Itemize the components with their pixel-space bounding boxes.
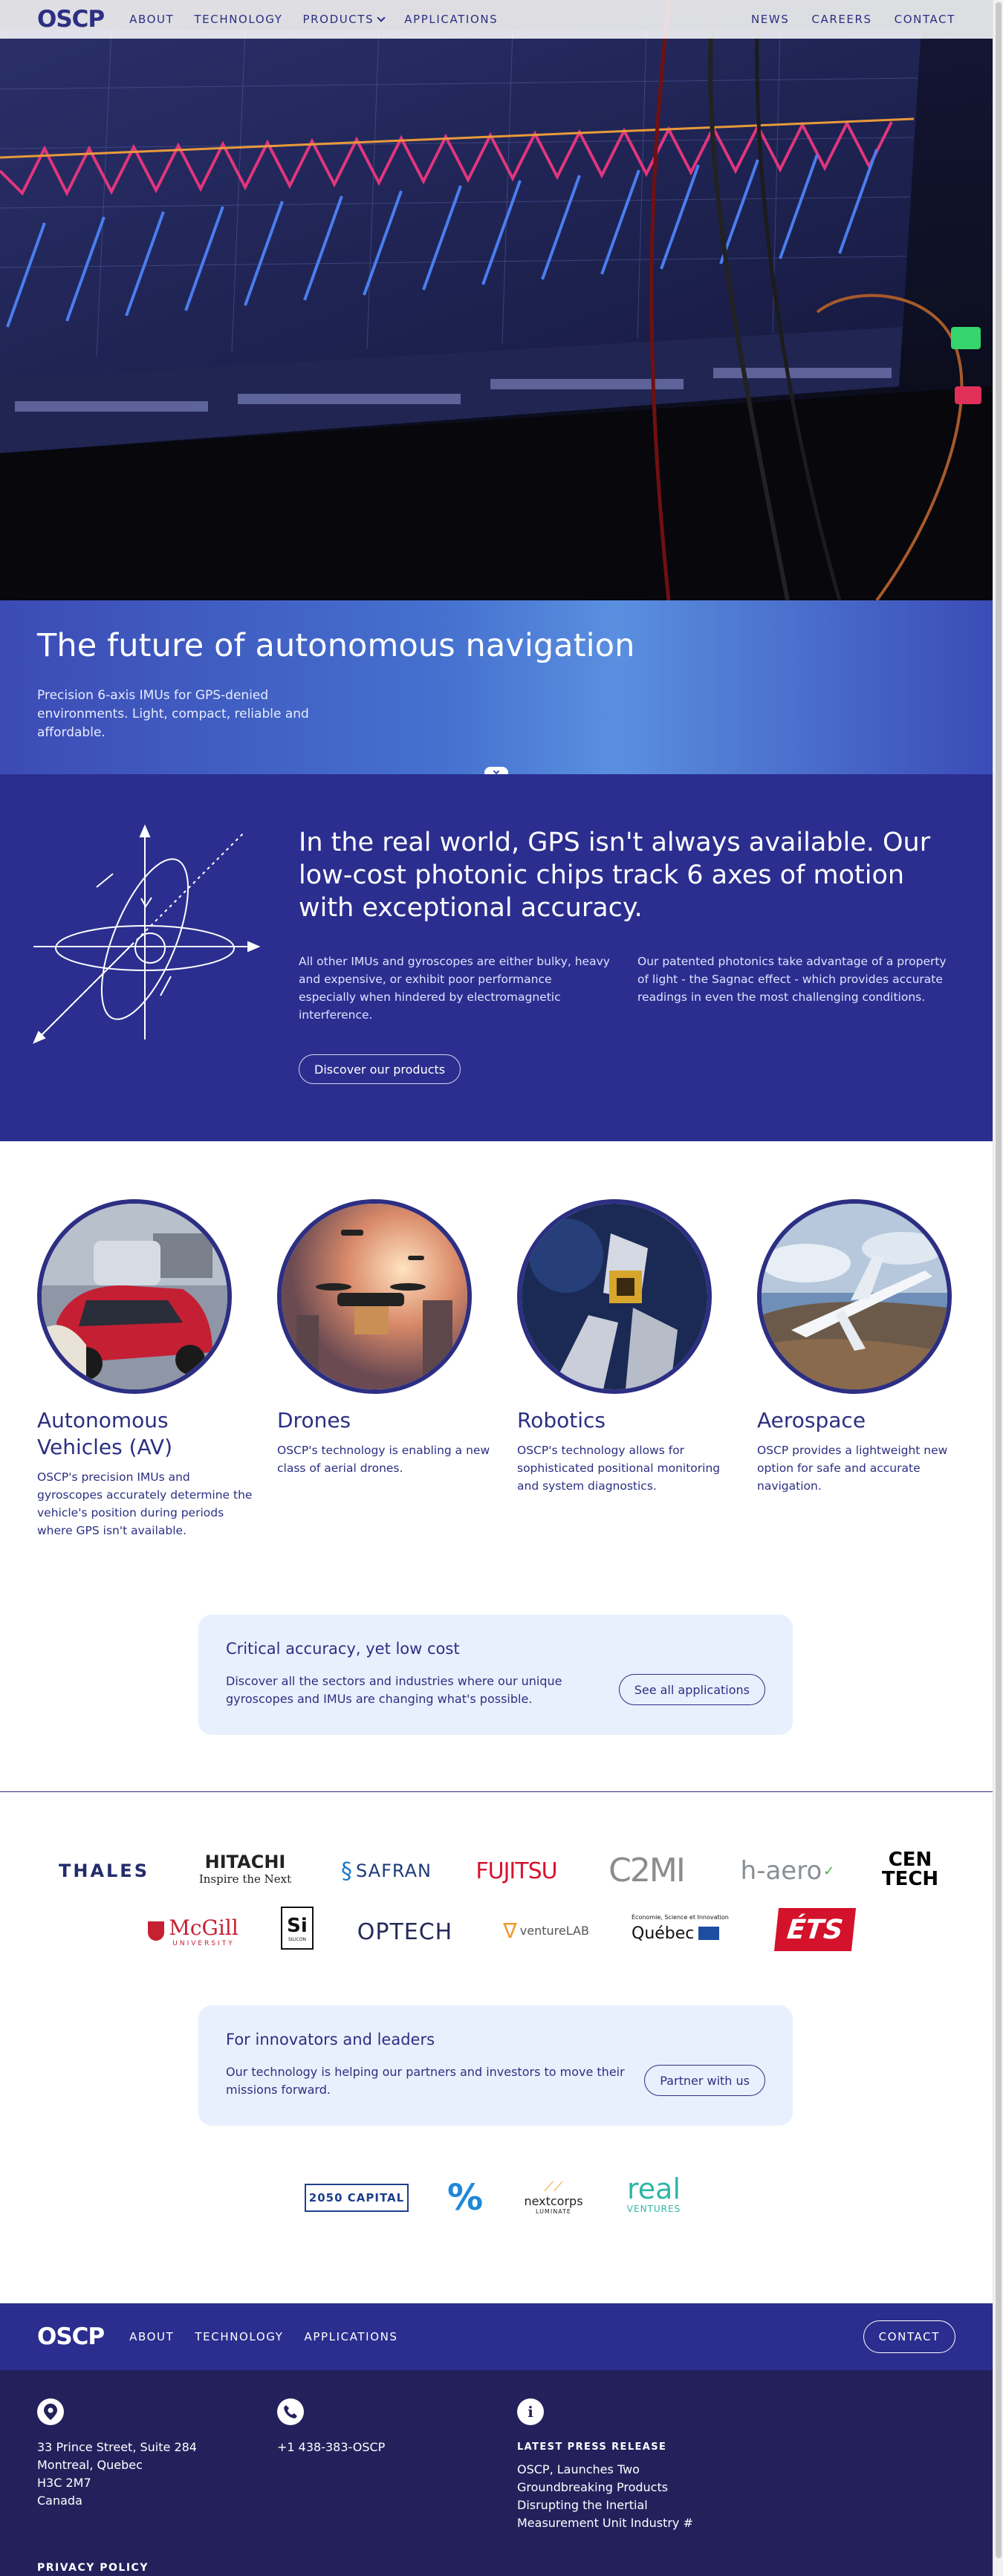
application-text: OSCP provides a lightweight new option for safe and accurate navigation. bbox=[757, 1444, 948, 1493]
h-aero-name: h-aero bbox=[740, 1856, 822, 1886]
quebec-ministry: Économie, Science et Innovation bbox=[632, 1913, 729, 1921]
hitachi-name: HITACHI bbox=[204, 1852, 286, 1872]
top-navigation bbox=[0, 0, 993, 39]
silicon-sub: SILICON bbox=[288, 1936, 307, 1942]
intro-text-right: Our patented photonics take advantage of a property of light - the Sagnac effect - which provides accurate readings in even the most challenging conditions. bbox=[637, 955, 947, 1004]
safran-mark-icon: § bbox=[341, 1858, 353, 1884]
partner-with-us-button[interactable]: Partner with us bbox=[644, 2065, 765, 2096]
nav-products-label: PRODUCTS bbox=[302, 13, 374, 26]
real-sub: VENTURES bbox=[626, 2204, 681, 2214]
see-all-applications-button[interactable]: See all applications bbox=[619, 1674, 765, 1705]
nextcorps-name: nextcorps bbox=[524, 2194, 583, 2208]
centech-line2: TECH bbox=[881, 1868, 939, 1890]
mcgill-name: McGill bbox=[169, 1915, 238, 1940]
chevron-down-icon bbox=[493, 768, 499, 774]
callout-text: Discover all the sectors and industries where our unique gyroscopes and IMUs are changing what's possible. bbox=[226, 1674, 562, 1706]
nextcorps-mark-icon: ⟋⟋ bbox=[544, 2179, 563, 2195]
footer-phone bbox=[277, 2398, 470, 2456]
vertical-scrollbar[interactable] bbox=[993, 0, 1003, 2576]
mcgill-logo bbox=[137, 1911, 249, 1951]
nextcorps-sub: LUMINATE bbox=[536, 2208, 571, 2215]
application-card[interactable] bbox=[757, 1199, 973, 1495]
aerospace-image bbox=[757, 1199, 952, 1394]
application-text: OSCP's precision IMUs and gyroscopes accurately determine the vehicle's position during periods where GPS isn't available. bbox=[37, 1470, 253, 1537]
press-link[interactable]: OSCP, Launches Two Groundbreaking Products Disrupting the Inertial Measurement Unit Industry # bbox=[517, 2462, 693, 2530]
scrollbar-thumb[interactable] bbox=[996, 2, 1002, 2558]
optech-logo: OPTECH bbox=[357, 1918, 453, 1945]
robotics-image bbox=[517, 1199, 712, 1394]
footer-nav bbox=[0, 2303, 993, 2370]
application-title: Autonomous Vehicles (AV) bbox=[37, 1408, 172, 1459]
footer-logo[interactable]: OSCP bbox=[37, 2323, 105, 2350]
2050-capital-logo: 2050 CAPITAL bbox=[305, 2184, 409, 2212]
footer-contact-button[interactable]: CONTACT bbox=[863, 2320, 955, 2353]
quebec-flag-icon bbox=[698, 1927, 719, 1940]
real-ventures-logo bbox=[613, 2171, 695, 2217]
accuracy-callout bbox=[198, 1615, 793, 1735]
venturelab-logo bbox=[490, 1915, 602, 1945]
footer-address bbox=[37, 2398, 260, 2510]
nav-contact[interactable]: CONTACT bbox=[894, 13, 955, 26]
intro-section bbox=[0, 774, 993, 1141]
safran-logo bbox=[331, 1856, 442, 1886]
application-card[interactable] bbox=[37, 1199, 253, 1540]
phone-number[interactable]: +1 438-383-OSCP bbox=[277, 2440, 386, 2454]
nextcorps-logo bbox=[520, 2176, 587, 2220]
real-name: real bbox=[626, 2173, 681, 2205]
application-text: OSCP's technology allows for sophisticated positional monitoring and system diagnostics. bbox=[517, 1444, 721, 1493]
innovators-callout bbox=[198, 2005, 793, 2126]
autonomous-vehicles-image bbox=[37, 1199, 232, 1394]
phone-icon bbox=[277, 2398, 304, 2425]
footer-link-about[interactable]: ABOUT bbox=[129, 2330, 175, 2343]
h-aero-swoosh-icon: ✓ bbox=[823, 1863, 835, 1879]
nav-careers[interactable]: CAREERS bbox=[811, 13, 872, 26]
intro-text-left: All other IMUs and gyroscopes are either bulky, heavy and expensive, or exhibit poor performance especially when hindered by electromagnetic interference. bbox=[299, 955, 610, 1022]
mcgill-subtitle: UNIVERSITY bbox=[172, 1939, 235, 1947]
callout-text: Our technology is helping our partners and investors to move their missions forward. bbox=[226, 2065, 625, 2097]
nav-about[interactable]: ABOUT bbox=[129, 13, 175, 26]
intro-heading: In the real world, GPS isn't always available. Our low-cost photonic chips track 6 axes of motion with exceptional accuracy. bbox=[299, 828, 931, 923]
application-card[interactable] bbox=[277, 1199, 493, 1477]
address-line: H3C 2M7 bbox=[37, 2476, 91, 2490]
nav-technology[interactable]: TECHNOLOGY bbox=[194, 13, 283, 26]
c2mi-logo: C2MI bbox=[608, 1851, 684, 1889]
callout-title: For innovators and leaders bbox=[226, 2031, 435, 2048]
hitachi-tagline: Inspire the Next bbox=[198, 1872, 292, 1886]
venturelab-name: ventureLAB bbox=[519, 1923, 589, 1938]
hero-subtitle: Precision 6-axis IMUs for GPS-denied environments. Light, compact, reliable and affordable. bbox=[37, 688, 309, 740]
ets-logo: ÉTS bbox=[774, 1908, 856, 1951]
oscp-logo[interactable]: OSCP bbox=[37, 5, 105, 33]
venturelab-mark-icon: ∇ bbox=[503, 1918, 517, 1943]
drones-image bbox=[277, 1199, 472, 1394]
callout-title: Critical accuracy, yet low cost bbox=[226, 1640, 460, 1658]
application-title: Drones bbox=[277, 1408, 351, 1433]
hero-title: The future of autonomous navigation bbox=[37, 627, 635, 664]
hero-oscilloscope-image bbox=[0, 0, 993, 600]
footer-link-technology[interactable]: TECHNOLOGY bbox=[195, 2330, 284, 2343]
application-title: Robotics bbox=[517, 1408, 606, 1433]
footer-press bbox=[517, 2398, 703, 2532]
percent-logo: % bbox=[447, 2177, 484, 2219]
hero-banner bbox=[0, 600, 993, 774]
fujitsu-logo: FUJITSU bbox=[475, 1858, 557, 1884]
discover-products-button[interactable]: Discover our products bbox=[299, 1054, 461, 1084]
application-title: Aerospace bbox=[757, 1408, 866, 1433]
footer-link-applications[interactable]: APPLICATIONS bbox=[304, 2330, 398, 2343]
info-icon: i bbox=[517, 2398, 544, 2425]
footer bbox=[0, 2303, 993, 2576]
address-line: 33 Prince Street, Suite 284 bbox=[37, 2440, 197, 2454]
press-label: LATEST PRESS RELEASE bbox=[517, 2442, 667, 2453]
centech-logo bbox=[869, 1849, 951, 1890]
safran-name: SAFRAN bbox=[356, 1860, 432, 1881]
address-line: Montreal, Quebec bbox=[37, 2458, 143, 2472]
centech-line1: CEN bbox=[888, 1849, 932, 1871]
six-axis-diagram-icon bbox=[30, 820, 260, 1051]
mcgill-crest-icon bbox=[148, 1921, 164, 1941]
quebec-logo bbox=[632, 1907, 743, 1950]
location-pin-icon bbox=[37, 2398, 64, 2425]
hitachi-logo bbox=[189, 1849, 301, 1889]
quebec-name: Québec bbox=[632, 1924, 695, 1943]
address-line: Canada bbox=[37, 2494, 82, 2508]
chevron-down-icon bbox=[377, 13, 386, 22]
nav-applications[interactable]: APPLICATIONS bbox=[404, 13, 499, 26]
partner-logos-section bbox=[0, 1792, 993, 2305]
application-card[interactable] bbox=[517, 1199, 733, 1495]
privacy-policy-link[interactable]: PRIVACY POLICY bbox=[37, 2562, 149, 2574]
nav-news[interactable]: NEWS bbox=[750, 13, 790, 26]
silicon-mark: Si bbox=[287, 1914, 308, 1937]
thales-logo: THALES bbox=[58, 1860, 149, 1881]
applications-section bbox=[0, 1141, 993, 1791]
application-text: OSCP's technology is enabling a new class of aerial drones. bbox=[277, 1444, 490, 1475]
nav-products[interactable] bbox=[303, 13, 385, 26]
h-aero-logo bbox=[732, 1855, 843, 1887]
silicon-logo bbox=[281, 1907, 314, 1950]
